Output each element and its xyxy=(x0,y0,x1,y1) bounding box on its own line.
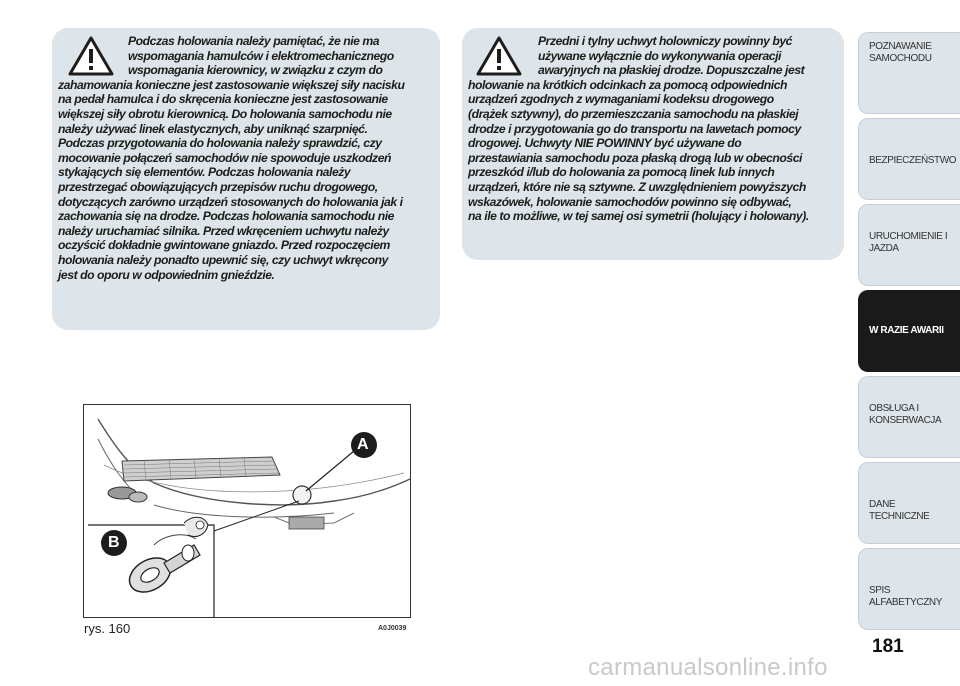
tab-label: SPIS ALFABETYCZNY xyxy=(869,585,942,608)
warning-line: oczyścić dokładnie gwintowane gniazdo. Przed rozpoczęciem xyxy=(58,238,390,253)
warning-line: drodze i przygotowania go do transportu na lawetach pomocy xyxy=(468,121,801,136)
warning-line: wspomagania kierownicy, w związku z czym do xyxy=(128,63,383,78)
tab-spis-alfabetyczny[interactable] xyxy=(858,548,960,630)
warning-line: (drążek sztywny), do przemieszczania samochodu na płaskiej xyxy=(468,106,799,121)
warning-line: przestrzegać obowiązujących przepisów ruchu drogowego, xyxy=(58,179,378,194)
tab-w-razie-awarii[interactable] xyxy=(858,290,960,372)
tab-uruchomienie-i-jazda[interactable] xyxy=(858,204,960,286)
tab-label: DANE TECHNICZNE xyxy=(869,499,930,522)
warning-line: dotyczących zarówno urządzeń stosowanych do holowania jak i xyxy=(58,194,403,209)
warning-line: przestawiania samochodu poza płaską drogą lub w obecności xyxy=(468,150,802,165)
tab-label: OBSŁUGA I KONSERWACJA xyxy=(869,403,942,426)
warning-line: należy używać linek elastycznych, aby uniknąć szarpnięć. xyxy=(58,121,368,136)
warning-box-tow-hooks xyxy=(462,28,844,260)
warning-line: awaryjnych na płaskiej drodze. Dopuszczalne jest xyxy=(538,63,805,78)
warning-line: na ile to możliwe, w tej samej osi symetrii (holujący i holowany). xyxy=(468,209,809,224)
label-a: A xyxy=(357,436,369,453)
warning-line: urządzeń zgodnych z wymaganiami kodeksu drogowego xyxy=(468,92,774,107)
warning-line: mocowanie połączeń samochodów nie spowoduje uszkodzeń xyxy=(58,150,392,165)
warning-line: wspomagania hamulców i elektromechanicznego xyxy=(128,48,394,63)
warning-line: holowania należy ponadto upewnić się, czy uchwyt wkręcony xyxy=(58,252,388,267)
warning-line: stykających się elementów. Podczas holowania należy xyxy=(58,165,351,180)
tab-obsluga-i-konserwacja[interactable] xyxy=(858,376,960,458)
tab-bezpieczenstwo[interactable] xyxy=(858,118,960,200)
figure-code: A0J0039 xyxy=(378,625,407,632)
warning-text xyxy=(468,34,809,224)
warning-line: zachowania się na drodze. Podczas holowania samochodu nie xyxy=(58,209,394,224)
warning-line: na pedał hamulca i do skręcenia konieczne jest zastosowanie xyxy=(58,92,388,107)
warning-line: przeszkód i/lub do holowania za pomocą linek lub innych xyxy=(468,165,775,180)
tab-poznawanie-samochodu[interactable] xyxy=(858,32,960,114)
watermark: carmanualsonline.info xyxy=(588,654,828,681)
tab-label: POZNAWANIE SAMOCHODU xyxy=(869,41,932,64)
warning-line: Przedni i tylny uchwyt holowniczy powinny być xyxy=(538,34,793,48)
warning-box-towing xyxy=(52,28,440,330)
warning-line: zahamowania konieczne jest zastosowanie większej siły nacisku xyxy=(58,77,405,92)
tab-label: BEZPIECZEŃSTWO xyxy=(869,155,957,166)
warning-line: urządzeń, które nie są sztywne. Z uwzględnieniem powyższych xyxy=(468,179,806,194)
warning-line: używane wyłącznie do wykonywania operacji xyxy=(538,48,781,63)
page-number: 181 xyxy=(872,636,904,657)
tab-label: URUCHOMIENIE I JAZDA xyxy=(869,231,948,254)
warning-line: drogowej. Uchwyty NIE POWINNY być używane do xyxy=(468,136,742,151)
warning-text xyxy=(58,34,404,282)
tab-dane-techniczne[interactable] xyxy=(858,462,960,544)
warning-line: wskazówek, holowanie samochodów powinno się odbywać, xyxy=(468,194,792,209)
tow-hook-illustration xyxy=(83,404,411,618)
figure-caption: rys. 160 xyxy=(84,621,131,636)
label-b: B xyxy=(108,534,120,551)
warning-line: większej siły obrotu kierownicą. Do holowania samochodu nie xyxy=(58,106,392,121)
warning-line: jest do oporu w odpowiednim gnieździe. xyxy=(58,267,275,282)
warning-line: należy uruchamiać silnika. Przed wkręceniem uchwytu należy xyxy=(58,223,389,238)
warning-line: Podczas holowania należy pamiętać, że nie ma xyxy=(128,34,380,48)
tab-label: W RAZIE AWARII xyxy=(869,325,944,336)
warning-line: holowanie na krótkich odcinkach za pomocą odpowiednich xyxy=(468,77,788,92)
warning-line: Podczas przygotowania do holowania należy sprawdzić, czy xyxy=(58,136,382,151)
